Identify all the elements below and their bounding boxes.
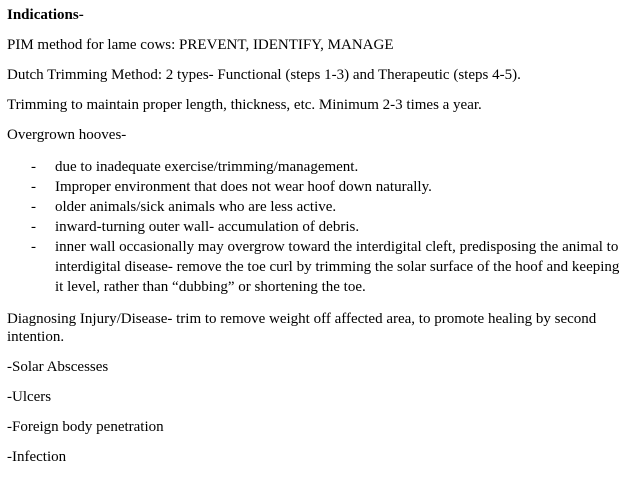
dash-bullet: -	[31, 219, 36, 235]
pim-method-paragraph: PIM method for lame cows: PREVENT, IDENTIFY, MANAGE	[7, 37, 394, 53]
dash-bullet: -	[31, 179, 36, 195]
list-item-text: inward-turning outer wall- accumulation of debris.	[55, 219, 360, 235]
condition-solar-abscesses: -Solar Abscesses	[7, 359, 109, 375]
list-item	[7, 217, 627, 237]
overgrown-hooves-paragraph: Overgrown hooves-	[7, 127, 127, 143]
list-item-text: Improper environment that does not wear hoof down naturally.	[55, 179, 432, 195]
document-page	[7, 6, 627, 466]
overgrown-causes-list	[7, 157, 627, 297]
dutch-trimming-paragraph: Dutch Trimming Method: 2 types- Functional (steps 1-3) and Therapeutic (steps 4-5).	[7, 67, 521, 83]
list-item	[7, 177, 627, 197]
list-item	[7, 197, 627, 217]
dash-bullet: -	[31, 159, 36, 175]
condition-foreign-body: -Foreign body penetration	[7, 419, 164, 435]
list-item	[7, 157, 627, 177]
section-heading: Indications-	[7, 7, 84, 23]
dash-bullet: -	[31, 239, 36, 255]
condition-infection: -Infection	[7, 449, 67, 465]
trimming-frequency-paragraph: Trimming to maintain proper length, thickness, etc. Minimum 2-3 times a year.	[7, 97, 482, 113]
list-item-text: older animals/sick animals who are less active.	[55, 199, 337, 215]
list-item	[7, 237, 627, 297]
diagnosing-paragraph: Diagnosing Injury/Disease- trim to remove weight off affected area, to promote healing by second intention.	[7, 311, 597, 345]
condition-ulcers: -Ulcers	[7, 389, 52, 405]
list-item-text: due to inadequate exercise/trimming/management.	[55, 159, 359, 175]
dash-bullet: -	[31, 199, 36, 215]
list-item-text: inner wall occasionally may overgrow toward the interdigital cleft, predisposing the animal to interdigital disease- remove the toe curl by trimming the solar surface of the hoof and keeping it level, rather than “dubbing” or shortening the toe.	[55, 239, 620, 295]
